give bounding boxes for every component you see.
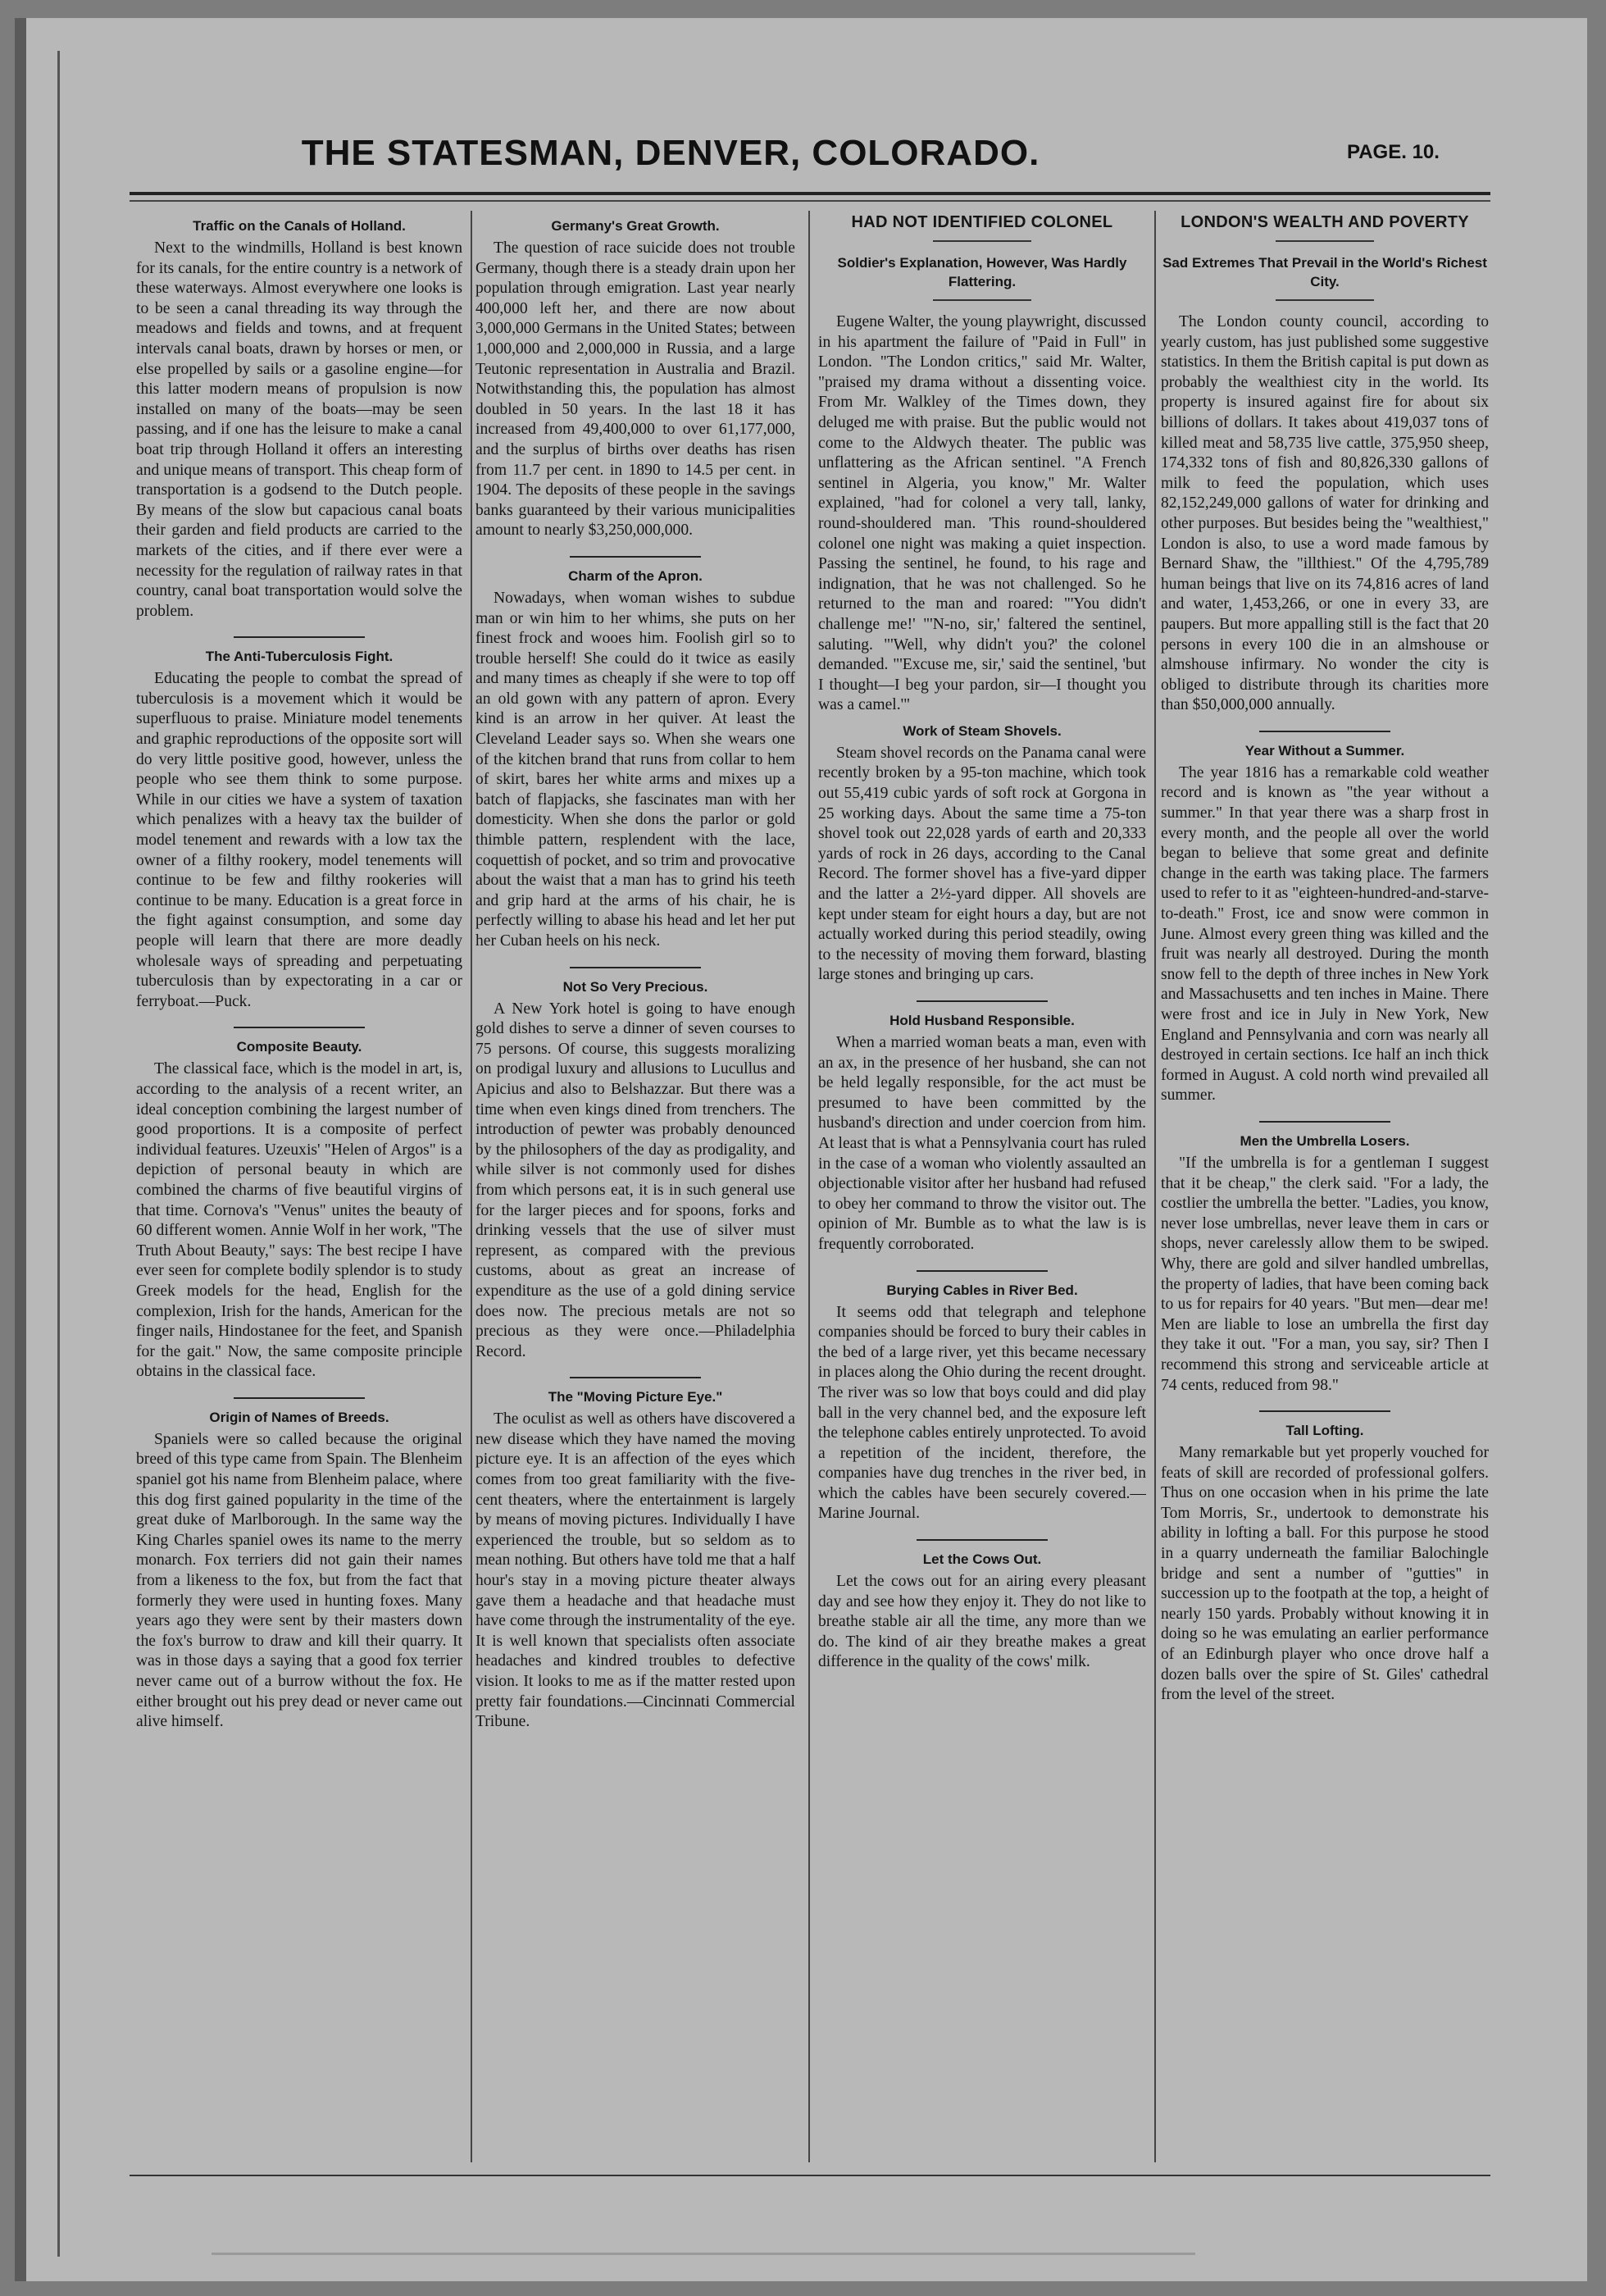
article-subhead: Soldier's Explanation, However, Was Hardly Flattering. — [837, 255, 1127, 289]
masthead-rule — [130, 192, 1490, 195]
masthead-rule-thin — [130, 200, 1490, 202]
article-headline: Hold Husband Responsible. — [889, 1013, 1075, 1028]
headline-rule — [1276, 299, 1374, 301]
article-headline: The Anti-Tuberculosis Fight. — [205, 649, 394, 665]
article-headline: Composite Beauty. — [236, 1039, 362, 1055]
article-body: The classical face, which is the model in art, is, according to the analysis of a recent writer, an ideal conception combining the largest number of good proportions. It is a composite of perfect individual features. Uzeuxis' "Helen of Argos" is a depiction of personal beauty in which are combined the charms of five beautiful virgins of that time. Cornova's "Venus" unites the beauty of 60 different women. Annie Wolf in her work, "The Truth About Beauty," says: The best recipe I have ever seen for complete bodily splendor is to study Greek models for the head, English for the complexion, Irish for the hands, American for the finger nails, Hindostanee for the feet, and Spanish for the gait." Now, the same composite principle obtains in the classical face. — [136, 1060, 462, 1381]
article-divider — [570, 1377, 701, 1378]
article-headline: Tall Lofting. — [1285, 1423, 1364, 1439]
article-subhead: Sad Extremes That Prevail in the World's Richest City. — [1162, 255, 1487, 289]
article-divider — [234, 1397, 365, 1399]
page-binding-edge — [15, 18, 26, 2281]
article-body: The question of race suicide does not trouble Germany, though there is a steady drain upon her population through emigration. Last year nearly 400,000 left her, and there are now about 3,000,000 Germans in the United States; between 1,000,000 and 2,000,000 in Russia, and a large Teutonic representation in Australia and Brazil. Notwithstanding this, the population has almost doubled in 50 years. In the last 18 it has increased from 49,400,000 to over 61,177,000, and the surplus of births over deaths has risen from 11.7 per cent. in 1890 to 14.5 per cent. in 1904. The deposits of these people in the savings banks guaranteed by their various municipalities amount to nearly $3,250,000,000. — [475, 239, 795, 540]
newspaper-page — [15, 18, 1587, 2281]
article-body: Steam shovel records on the Panama canal were recently broken by a 95-ton machine, which took out 55,419 cubic yards of soft rock at Gorgona in 25 working days. About the same time a 75-ton shovel took out 22,028 yards of earth and 20,333 yards of rock in 26 days, according to the Canal Record. The former shovel has a five-yard dipper and the latter a 2½-yard dipper. All shovels are kept under steam for eight hours a day, but are not actually worked during this period steadily, owing to the necessity of moving them forward, blasting large stones and bringing up cars. — [818, 744, 1146, 984]
column-divider — [1154, 211, 1156, 2162]
article-body: A New York hotel is going to have enough gold dishes to serve a dinner of seven courses to 75 persons. Of course, this suggests moralizing on prodigal luxury and allusions to Lucullus and Apicius and also to Belshazzar. But there was a time when even kings dined from trenchers. The introduction of pewter was probably denounced by the philosophers of the day as prodigality, and while silver is not commonly used for dishes from which persons eat, it is in such general use for the larger pieces and for spoons, forks and drinking vessels that the use of silver must represent, as compared with the previous customs, about as great an increase of expenditure as the use of a gold dining service does now. The precious metals are not so precious as they were once.—Philadelphia Record. — [475, 1000, 795, 1360]
column-3 — [818, 211, 1146, 2166]
article-divider — [1259, 731, 1390, 732]
article-headline: Men the Umbrella Losers. — [1240, 1132, 1410, 1149]
page-number: PAGE. 10. — [1347, 141, 1440, 163]
article-headline: Let the Cows Out. — [922, 1551, 1042, 1568]
column-divider — [808, 211, 810, 2162]
article-body: Next to the windmills, Holland is best known for its canals, for the entire country is a network of these waterways. Almost everywhere one looks is to be seen a canal threading its way through the meadows and fields and towns, and at frequent intervals canal boats, drawn by horses or men, or else propelled by sails or a gasoline engine—for this latter modern means of propulsion is now installed on many of the boats—may be seen passing, and if one has the leisure to make a canal boat trip through Holland it offers an interesting and unique means of transport. This cheap form of transportation is a godsend to the Dutch people. By means of the slow but capacious canal boats their garden and field products are carried to the markets of the cities, and if there ever were a necessity for the regulation of railway rates in that country, canal boat transportation would solve the problem. — [136, 239, 462, 620]
article-body: It seems odd that telegraph and telephone companies should be forced to bury their cables in the bed of a large river, yet this became necessary in places along the Ohio during the recent drought. The river was so low that boys could and did play ball in the very channel bed, and the exposure left the telephone cables entirely unprotected. To avoid a repetition of the incident, therefore, the companies have dug trenches in the river bed, in which the cables have been securely covered.—Marine Journal. — [818, 1303, 1146, 1523]
article-headline: Origin of Names of Breeds. — [209, 1409, 389, 1425]
article-divider — [570, 967, 701, 968]
article-headline: The "Moving Picture Eye." — [548, 1389, 723, 1405]
article-divider — [917, 1000, 1048, 1002]
article-headline: Burying Cables in River Bed. — [886, 1282, 1078, 1298]
article-body: When a married woman beats a man, even with an ax, in the presence of her husband, she can not be held legally responsible, for the act must be presumed to have been committed by the husband's direction and under coercion from him. At least that is what a Pennsylvania court has ruled in the case of a woman who violently assaulted an objectionable visitor after her husband had refused to obey her command to throw the visitor out. The opinion of Mr. Bumble as to what the law is is frequently corroborated. — [818, 1034, 1146, 1253]
article-divider — [234, 1027, 365, 1028]
article-divider — [234, 636, 365, 638]
article-headline: Year Without a Summer. — [1244, 742, 1405, 758]
article-divider — [570, 556, 701, 558]
headline-rule — [933, 299, 1031, 301]
article-body: Spaniels were so called because the original breed of this type came from Spain. The Blenheim spaniel got his name from Blenheim palace, where this dog first gained popularity in the time of the great duke of Marlborough. In the same way the King Charles spaniel owes its name to the merry monarch. Fox terriers did not gain their names from a likeness to the fox, but from the fact that formerly they were used in hunting foxes. Many years ago they were sent by their masters down the fox's burrow to draw and kill their quarry. It was in those days a saying that a good fox terrier never came out of a burrow without the fox. He either brought out his prey dead or never came out alive himself. — [136, 1430, 462, 1731]
column-divider — [471, 211, 472, 2162]
article-divider — [1259, 1410, 1390, 1412]
article-body: Many remarkable but yet properly vouched for feats of skill are recorded of professional golfers. Thus on one occasion when in his prime the late Tom Morris, Sr., undertook to demonstrate his ability in lofting a ball. For this purpose he stood in a quarry underneath the familiar Balochingle bridge and sent a number of "gutties" in succession up to the footpath at the top, a height of nearly 150 yards. Probably without knowing it in doing so he was emulating an earlier performance of an Edinburgh player who once drove half a dozen balls over the spire of St. Giles' cathedral from the level of the street. — [1161, 1444, 1489, 1704]
bottom-margin-line — [212, 2253, 1195, 2255]
article-body: "If the umbrella is for a gentleman I suggest that it be cheap," the clerk said. "For a lady, the costlier the umbrella the better. "Ladies, you know, never lose umbrellas, never leave them in cars or shops, never carelessly allow them to be swiped. Why, there are gold and silver handled umbrellas, the property of ladies, that have been coming back to us for repairs for 40 years. "But men—dear me! Men are liable to lose an umbrella the first day they take it out. "For a man, you say, sir? Then I recommend this strong and serviceable article at 74 cents, reduced from 98." — [1161, 1154, 1489, 1394]
article-headline: Not So Very Precious. — [562, 978, 708, 995]
column-1 — [136, 211, 462, 2166]
article-body: Educating the people to combat the spread of tuberculosis is a movement which it would be superfluous to praise. Miniature model tenements and graphic reproductions of the opposite sort will do very little positive good, however, unless the people who see them think to some purpose. While in our cities we have a system of taxation which penalizes with a heavy tax the builder of model tenement and rewards with a low tax the owner of a filthy rookery, model tenements will continue to be few and filthy rookeries will continue to be many. Education is a great force in the fight against consumption, and some day people will learn that there are more deadly wholesale ways of spreading and perpetuating tuberculosis than by expectorating in a car or ferryboat.—Puck. — [136, 670, 462, 1010]
article-divider — [1259, 1121, 1390, 1123]
article-body: Let the cows out for an airing every pleasant day and see how they enjoy it. They do not like to breathe stable air all the time, any more than we do. The kind of air they breathe makes a great difference in the quality of the cows' milk. — [818, 1573, 1146, 1671]
article-headline: Traffic on the Canals of Holland. — [193, 218, 406, 234]
headline-rule — [933, 240, 1031, 242]
article-headline: Germany's Great Growth. — [551, 218, 720, 234]
article-body: Nowadays, when woman wishes to subdue man or win him to her whims, she puts on her finest frock and wooes him. Foolish girl so to trouble herself! She could do it twice as easily and many times as cheaply if she were to top off an old gown with any pattern of apron. Every kind is an arrow in her quiver. At least the Cleveland Leader says so. When she wears one of the kitchen brand that runs from collar to hem of skirt, bares her white arms and mixes up a batch of flapjacks, she fascinates man with her domesticity. When she dons the parlor or gold thimble pattern, resplendent with the lace, coquettish of pocket, and so trim and provocative about the waist that a man has to grind his teeth and grip hard at the arms of his chair, he is perfectly willing to abase his head and let her put her Cuban heels on his neck. — [475, 589, 795, 950]
article-headline: HAD NOT IDENTIFIED COLONEL — [851, 213, 1113, 231]
article-body: The year 1816 has a remarkable cold weather record and is known as "the year without a summer." In that year there was a sharp frost in every month, and the people all over the world began to believe that some great and definite change in the earth was taking place. The farmers used to refer to it as "eighteen-hundred-and-starve-to-death." Frost, ice and snow were common in June. Almost every green thing was killed and the fruit was nearly all destroyed. During the month snow fell to the depth of three inches in New York and Massachusetts and ten inches in Maine. There were frost and ice in July in New York, New England and Pennsylvania and corn was nearly all destroyed in certain sections. Ice half an inch thick formed in August. A cold north wind prevailed all summer. — [1161, 763, 1489, 1105]
article-body: The London county council, according to yearly custom, has just published some suggestive statistics. In them the British capital is put down as probably the wealthiest city in the world. Its property is insured against fire for about six billions of dollars. It takes about 419,037 tons of killed meat and 58,735 live cattle, 375,950 sheep, 174,332 tons of fish and 80,826,330 gallons of milk to feed the population, which uses 82,152,249,000 gallons of water for drinking and other purposes. But besides being the "wealthiest," London is also, to use a word made famous by Bernard Shaw, the "illthiest." Of the 4,795,789 human beings that live on its 74,816 acres of land and water, 1,453,266, or one in every 33, are paupers. But more appalling still is the fact that 20 persons in every 100 die in an almshouse or almshouse infirmary. No wonder the city is obliged to distribute through its charities more than $50,000,000 annually. — [1161, 313, 1489, 714]
article-divider — [917, 1270, 1048, 1272]
article-headline: LONDON'S WEALTH AND POVERTY — [1181, 213, 1469, 231]
article-headline: Work of Steam Shovels. — [903, 722, 1062, 739]
headline-rule — [1276, 240, 1374, 242]
bottom-rule — [130, 2175, 1490, 2176]
article-body: Eugene Walter, the young playwright, discussed in his apartment the failure of "Paid in Full" in London. "The London critics," said Mr. Walter, "praised my drama without a dissenting voice. From Mr. Walkley of the Times down, they deluged me with praise. But the public would not come to the Aldwych theater. The public was unflattering as the African sentinel. "A French sentinel in Algeria, you know," Mr. Walter explained, "had for colonel a very tall, lanky, round-shouldered man. 'This round-shouldered colonel one night was making a quiet inspection. Passing the sentinel, he found, to his rage and indignation, that he was not challenged. So he returned to the man and roared: "'You didn't challenge me!' "'N-no, sir,' faltered the sentinel, saluting. "'Well, why didn't you?' the colonel demanded. "'Excuse me, sir,' said the sentinel, 'but I thought—I beg your pardon, sir—I thought you was a camel.'" — [818, 313, 1146, 714]
column-2 — [475, 211, 795, 2166]
article-body: The oculist as well as others have discovered a new disease which they have named the moving picture eye. It is an affection of the eyes which comes from too great familiarity with the five-cent theaters, where the entertainment is largely by means of moving pictures. Individually I have experienced the trouble, but so seldom as to mean nothing. But others have told me that a half hour's stay in a moving picture theater always gave them a headache and that headache must have come through the instrumentality of the eye. It is well known that specialists often associate headaches and kindred troubles to defective vision. It looks to me as if the matter rested upon pretty fair foundations.—Cincinnati Commercial Tribune. — [475, 1410, 795, 1731]
masthead-title: THE STATESMAN, DENVER, COLORADO. — [301, 133, 1040, 173]
column-4 — [1161, 211, 1489, 2166]
article-divider — [917, 1539, 1048, 1541]
article-headline: Charm of the Apron. — [568, 567, 703, 584]
